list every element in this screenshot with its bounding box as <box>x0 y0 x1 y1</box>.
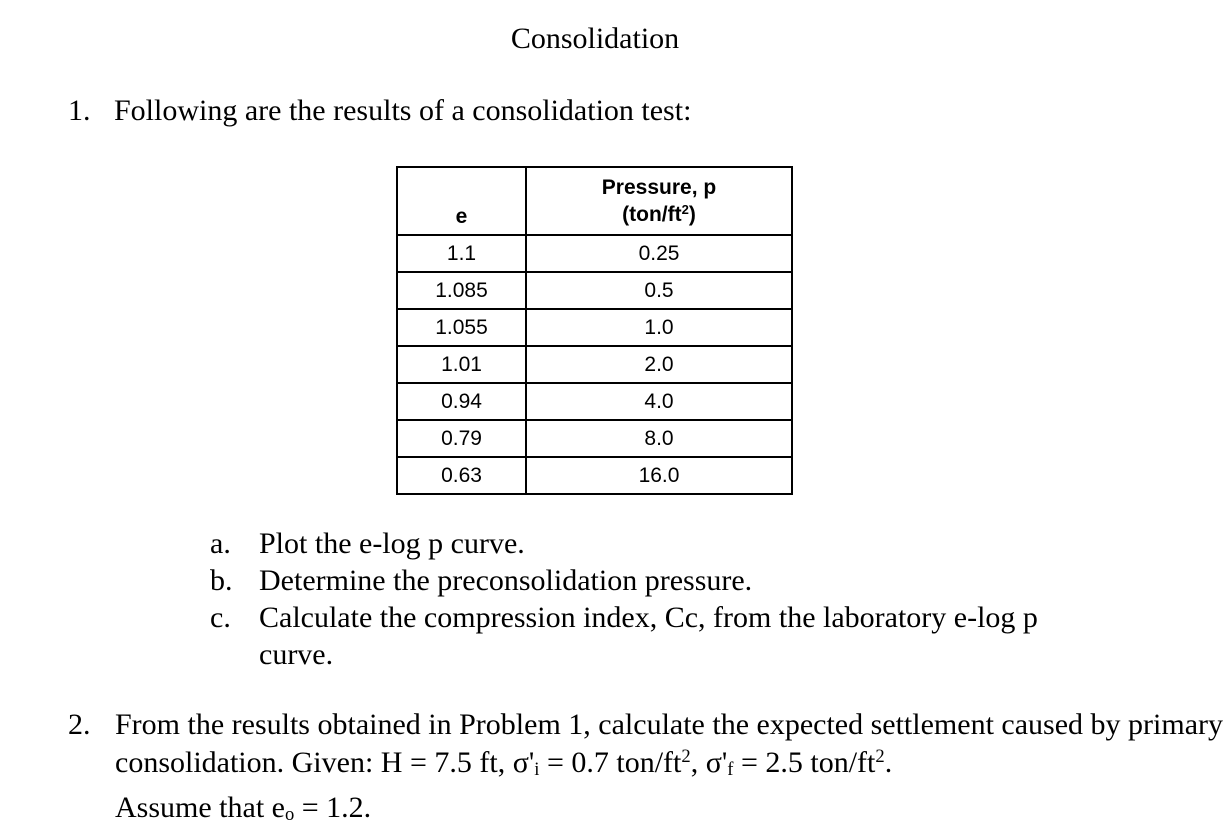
cell-void-ratio: 1.1 <box>397 235 526 272</box>
consolidation-results-table <box>396 166 793 495</box>
part-b-label: b. <box>210 564 233 597</box>
part-a-label: a. <box>210 527 231 560</box>
problem-2-number: 2. <box>68 708 91 741</box>
part-a <box>206 525 1109 562</box>
cell-pressure: 8.0 <box>526 420 792 457</box>
cell-pressure: 1.0 <box>526 309 792 346</box>
table-row <box>397 235 792 272</box>
table-row <box>397 383 792 420</box>
cell-void-ratio: 1.01 <box>397 346 526 383</box>
problem-1-text: Following are the results of a consolidation test: <box>114 94 692 127</box>
header-pressure-unit: $(ton/ft^2)$ <box>622 201 696 226</box>
cell-void-ratio: 0.63 <box>397 457 526 494</box>
table-row <box>397 457 792 494</box>
cell-pressure: 0.5 <box>526 272 792 309</box>
cell-void-ratio: 0.94 <box>397 383 526 420</box>
part-b <box>206 562 1109 599</box>
problem-1-parts <box>206 525 1109 673</box>
cell-void-ratio: 1.085 <box>397 272 526 309</box>
part-c-label: c. <box>210 601 231 634</box>
problem-2-text: From the results obtained in Problem 1, calculate the expected settlement caused by primary consolidation. Given: H = 7.5 ft, σ'i = 0.7 ton/$ft^2$, σ'f = 2.5 ton/$ft^2$. Assume that eo = 1.2. <box>115 708 1223 825</box>
table-row <box>397 420 792 457</box>
problem-1-statement <box>68 94 691 128</box>
header-void-ratio: e <box>397 167 526 235</box>
table-row <box>397 346 792 383</box>
document-title: Consolidation <box>510 22 680 55</box>
cell-pressure: 16.0 <box>526 457 792 494</box>
cell-void-ratio: 0.79 <box>397 420 526 457</box>
part-c-text: Calculate the compression index, Cc, from the laboratory e-log p curve. <box>259 601 1038 671</box>
cell-pressure: 4.0 <box>526 383 792 420</box>
part-c <box>206 599 1109 673</box>
part-a-text: Plot the e-log p curve. <box>259 527 525 560</box>
table-row <box>397 272 792 309</box>
part-b-text: Determine the preconsolidation pressure. <box>259 564 753 597</box>
cell-pressure: 0.25 <box>526 235 792 272</box>
cell-pressure: 2.0 <box>526 346 792 383</box>
problem-1-number: 1. <box>68 94 91 127</box>
header-pressure <box>526 167 792 235</box>
header-pressure-label: Pressure, p <box>601 176 717 199</box>
cell-void-ratio: 1.055 <box>397 309 526 346</box>
problem-2-statement <box>68 706 1224 834</box>
table-header-row <box>397 167 792 235</box>
table-row <box>397 309 792 346</box>
